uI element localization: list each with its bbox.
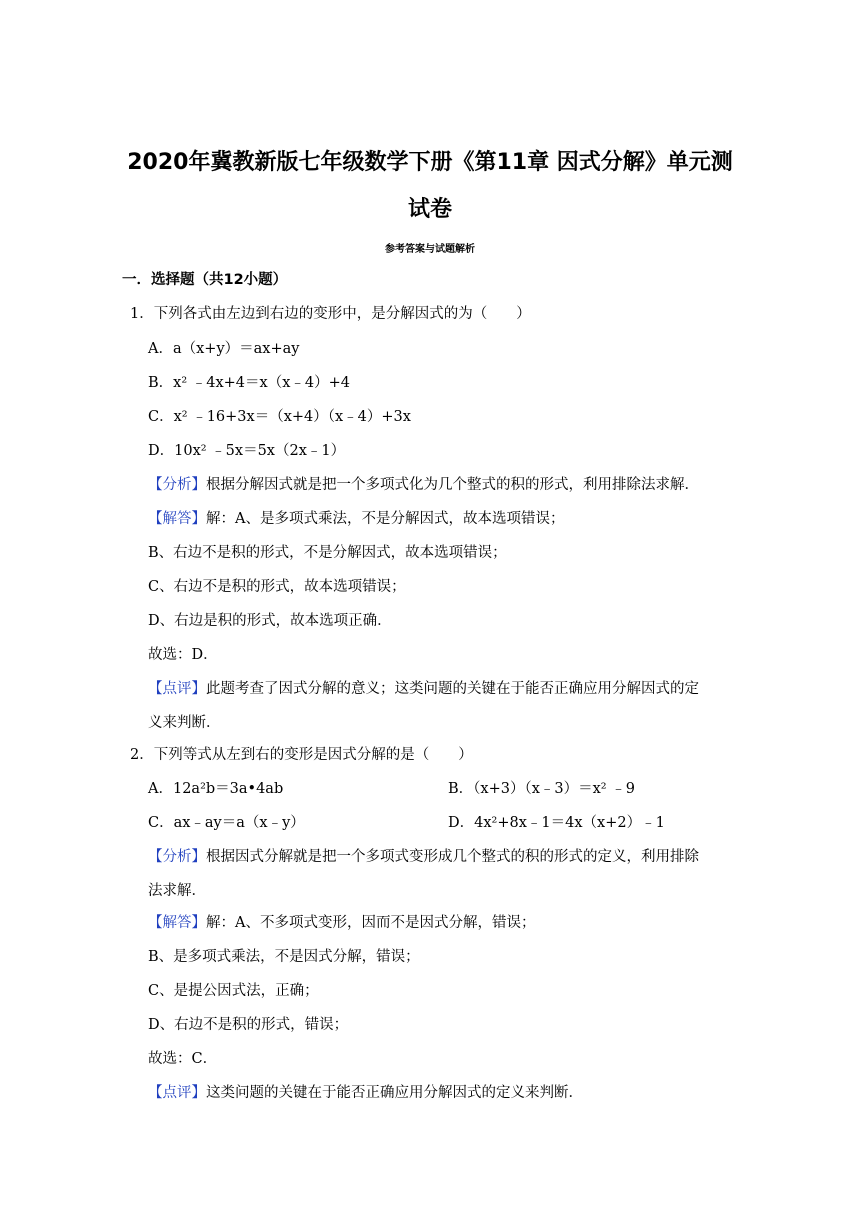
q2-comment-text: 这类问题的关键在于能否正确应用分解因式的定义来判断．	[206, 1085, 583, 1101]
q1-choice: 故选：D．	[148, 647, 218, 663]
q2-answer-line2: B、是多项式乘法，不是因式分解，错误；	[148, 949, 420, 965]
q1-analysis-tag: 【分析】	[148, 477, 206, 493]
q2-option-c: C．ax﹣ay＝a（x﹣y）	[148, 815, 305, 831]
q2-analysis	[148, 847, 699, 867]
q2-stem: 2．下列等式从左到右的变形是因式分解的是（ ）	[130, 747, 473, 763]
q1-comment-line2: 义来判断．	[148, 715, 221, 731]
q2-option-a: A．12a²b＝3a•4ab	[148, 781, 284, 797]
q2-choice: 故选：C．	[148, 1051, 218, 1067]
q1-answer-line3: C、右边不是积的形式，故本选项错误；	[148, 579, 406, 595]
q2-analysis-line1: 根据因式分解就是把一个多项式变形成几个整式的积的形式的定义，利用排除	[206, 849, 699, 865]
q2-comment-tag: 【点评】	[148, 1085, 206, 1101]
document-title-line2: 试卷	[407, 197, 452, 222]
q1-answer-line4: D、右边是积的形式，故本选项正确．	[148, 613, 392, 629]
q2-answer-line4: D、右边不是积的形式，错误；	[148, 1017, 349, 1033]
q1-option-b: B．x² ﹣4x+4＝x（x﹣4）+4	[148, 375, 350, 391]
q2-answer-tag: 【解答】	[148, 915, 206, 931]
q1-analysis	[148, 475, 699, 495]
q2-comment	[148, 1083, 583, 1103]
q1-option-a: A．a（x+y）＝ax+ay	[148, 341, 300, 357]
q1-option-d: D．10x² ﹣5x＝5x（2x﹣1）	[148, 443, 346, 459]
q2-analysis-line2: 法求解．	[148, 883, 206, 899]
q1-comment-line1: 此题考查了因式分解的意义；这类问题的关键在于能否正确应用分解因式的定	[206, 681, 699, 697]
q1-comment-tag: 【点评】	[148, 681, 206, 697]
document-title-line1: 2020年冀教新版七年级数学下册《第11章 因式分解》单元测	[127, 150, 733, 175]
q1-answer-line1: 解：A、是多项式乘法，不是分解因式，故本选项错误；	[206, 511, 565, 527]
q2-option-d: D．4x²+8x﹣1＝4x（x+2）﹣1	[448, 815, 665, 831]
q1-answer	[148, 509, 564, 529]
section-heading: 一．选择题（共12小题）	[122, 272, 288, 288]
q1-option-c: C．x² ﹣16+3x＝（x+4）（x﹣4）+3x	[148, 409, 411, 425]
q1-answer-tag: 【解答】	[148, 511, 206, 527]
q2-answer-line1: 解：A、不多项式变形，因而不是因式分解，错误；	[206, 915, 536, 931]
q1-comment	[148, 679, 699, 699]
q1-stem: 1．下列各式由左边到右边的变形中，是分解因式的为（ ）	[130, 306, 531, 322]
q1-answer-line2: B、右边不是积的形式，不是分解因式，故本选项错误；	[148, 545, 507, 561]
q2-answer-line3: C、是提公因式法，正确；	[148, 983, 319, 999]
q2-analysis-tag: 【分析】	[148, 849, 206, 865]
q1-analysis-text: 根据分解因式就是把一个多项式化为几个整式的积的形式，利用排除法求解．	[206, 477, 699, 493]
document-subtitle: 参考答案与试题解析	[385, 244, 475, 255]
q2-answer	[148, 913, 535, 933]
q2-option-b: B．（x+3）（x﹣3）＝x² ﹣9	[448, 781, 635, 797]
